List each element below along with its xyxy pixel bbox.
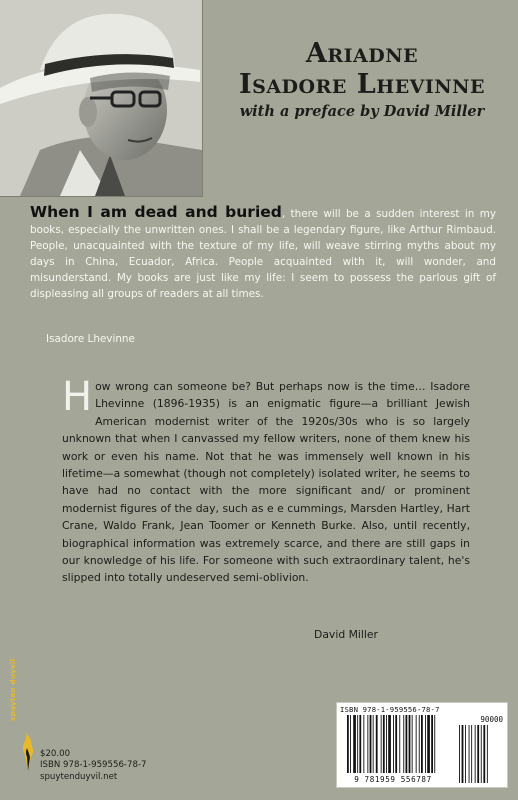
barcode-addon-bar <box>471 725 472 783</box>
book-isbn: ISBN 978-1-959556-78-7 <box>40 760 147 771</box>
publisher-logo-text: spuyten duyvil <box>9 658 17 721</box>
barcode-bar <box>406 715 408 773</box>
barcode-bar <box>412 715 413 773</box>
publisher-info <box>40 749 147 783</box>
barcode-bar <box>376 715 378 773</box>
barcode-bar <box>359 715 361 773</box>
publisher-spine-logo <box>5 658 21 727</box>
author-first-name: Ariadne <box>305 38 419 69</box>
barcode-bar <box>386 715 387 773</box>
barcode-bar <box>427 715 430 773</box>
description-body: ow wrong can someone be? But perhaps now is the time… Isadore Lhevinne (1896-1935) is an enigmatic figure—a brilliant Jewish American modernist writer of the 1920s/30s who is so largely unknown that when I canvassed my fellow writers, none of them knew his work or even his name. Not that he was immensely well known in his lifetime—a somewhat (though not completely) isolated writer, he seems to have had no contact with the more significant and/ or prominent modernist figures of the day, such as e e cummings, Marsden Hartley, Hart Crane, Waldo Frank, Jean Toomer or Kenneth Burke. Also, until recently, biographical information was extremely scarce, and there are still gaps in our knowledge of his life. For someone with such extraordinary talent, he's slipped into totally undeserved semi-oblivion. <box>62 380 470 585</box>
description-dropcap: H <box>62 374 93 420</box>
barcode-bar <box>419 715 420 773</box>
book-description <box>62 374 470 587</box>
barcode-addon-bar <box>483 725 485 783</box>
barcode-addon-bar <box>465 725 466 783</box>
barcode-bar <box>357 715 358 773</box>
barcode-addon-bar <box>459 725 460 783</box>
author-portrait-photo <box>0 0 203 197</box>
barcode-bar <box>370 715 372 773</box>
barcode-bar <box>416 715 417 773</box>
barcode-bar <box>403 715 404 773</box>
barcode-addon-bar <box>477 725 479 783</box>
barcode-bar <box>421 715 423 773</box>
barcode-bar <box>363 715 364 773</box>
quote-body: , there will be a sudden interest in my books, especially the unwritten ones. I shall be a legendary figure, like Arthur Rimbaud. People, unacquainted with the texture of my life, will weave stirring myths about my days in China, Ecuador, Africa. People acquainted with it, will wonder, and misunderstand. My books are just like my life: I seem to possess the parlous gift of displeasing all groups of readers at all times. <box>30 208 496 300</box>
barcode-bar <box>347 715 349 773</box>
barcode-bar <box>353 715 356 773</box>
barcode-bar <box>373 715 374 773</box>
barcode-bar <box>425 715 426 773</box>
barcode-bar <box>434 715 435 773</box>
quote-lead: When I am dead and buried <box>30 203 282 221</box>
quote-attribution: Isadore Lhevinne <box>46 333 135 345</box>
barcode-addon-bar <box>462 725 464 783</box>
publisher-website: spuytenduyvil.net <box>40 771 118 782</box>
preface-credit: with a preface by David Miller <box>239 103 485 120</box>
barcode-addon-bar <box>475 725 476 783</box>
barcode-bar <box>409 715 411 773</box>
barcode-bar <box>395 715 397 773</box>
barcode-addon-number: 90000 <box>480 715 503 724</box>
description-attribution: David Miller <box>314 628 379 641</box>
barcode-bar <box>388 715 391 773</box>
portrait-illustration <box>0 0 202 196</box>
barcode-bar <box>367 715 368 773</box>
barcode-bar <box>399 715 400 773</box>
author-full-name: Isadore Lhevinne <box>238 69 486 100</box>
barcode-addon-bar <box>469 725 470 783</box>
author-quote <box>30 204 496 302</box>
barcode-addon-bar <box>481 725 482 783</box>
barcode-bar <box>431 715 433 773</box>
barcode-bar <box>393 715 394 773</box>
barcode-addon-bar <box>487 725 488 783</box>
flame-logo-icon <box>20 733 36 771</box>
author-title-block <box>212 38 512 120</box>
barcode-bar <box>350 715 351 773</box>
barcode-bar <box>383 715 385 773</box>
barcode-number: 9 781959 556787 <box>354 775 432 784</box>
book-price: $20.00 <box>40 749 71 759</box>
barcode-box <box>336 702 508 788</box>
barcode-bar <box>381 715 382 773</box>
barcode-isbn-label: ISBN 978-1-959556-78-7 <box>340 705 440 714</box>
